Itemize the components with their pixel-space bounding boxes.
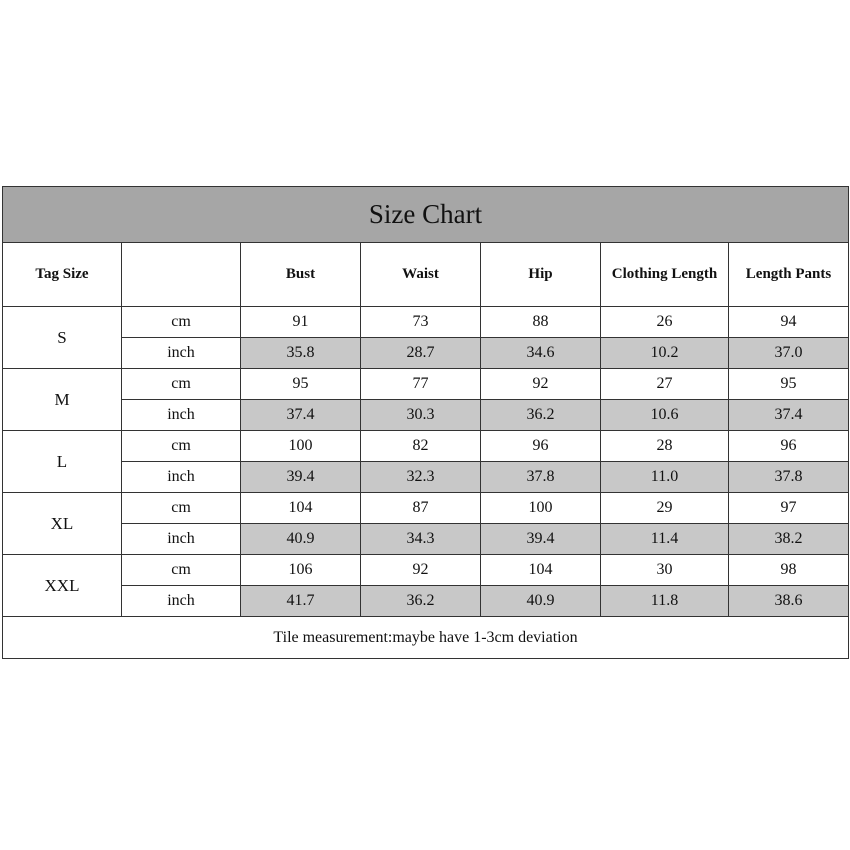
length-pants-value: 97 bbox=[729, 493, 849, 524]
size-label: L bbox=[3, 431, 122, 493]
size-row-inch bbox=[3, 400, 849, 431]
footer-row bbox=[3, 617, 849, 659]
length-pants-value: 37.8 bbox=[729, 462, 849, 493]
waist-value: 73 bbox=[361, 307, 481, 338]
size-row-cm bbox=[3, 431, 849, 462]
measurement-note: Tile measurement:maybe have 1-3cm deviation bbox=[3, 617, 849, 659]
hip-value: 40.9 bbox=[481, 586, 601, 617]
size-row-cm bbox=[3, 555, 849, 586]
bust-value: 37.4 bbox=[241, 400, 361, 431]
size-label: XL bbox=[3, 493, 122, 555]
waist-value: 32.3 bbox=[361, 462, 481, 493]
size-row-inch bbox=[3, 524, 849, 555]
size-label: XXL bbox=[3, 555, 122, 617]
size-label: S bbox=[3, 307, 122, 369]
unit-label: cm bbox=[122, 493, 241, 524]
bust-value: 35.8 bbox=[241, 338, 361, 369]
size-row-cm bbox=[3, 369, 849, 400]
hip-value: 92 bbox=[481, 369, 601, 400]
clothing-length-value: 10.2 bbox=[601, 338, 729, 369]
size-label: M bbox=[3, 369, 122, 431]
clothing-length-value: 10.6 bbox=[601, 400, 729, 431]
clothing-length-value: 26 bbox=[601, 307, 729, 338]
unit-label: cm bbox=[122, 369, 241, 400]
clothing-length-value: 30 bbox=[601, 555, 729, 586]
hip-value: 96 bbox=[481, 431, 601, 462]
length-pants-value: 37.4 bbox=[729, 400, 849, 431]
hip-value: 104 bbox=[481, 555, 601, 586]
hip-value: 36.2 bbox=[481, 400, 601, 431]
waist-value: 82 bbox=[361, 431, 481, 462]
hip-value: 34.6 bbox=[481, 338, 601, 369]
chart-title: Size Chart bbox=[3, 187, 849, 243]
unit-label: inch bbox=[122, 400, 241, 431]
bust-value: 104 bbox=[241, 493, 361, 524]
unit-label: cm bbox=[122, 555, 241, 586]
waist-value: 87 bbox=[361, 493, 481, 524]
hip-value: 88 bbox=[481, 307, 601, 338]
unit-label: cm bbox=[122, 307, 241, 338]
header-bust: Bust bbox=[241, 243, 361, 307]
waist-value: 30.3 bbox=[361, 400, 481, 431]
title-row bbox=[3, 187, 849, 243]
hip-value: 37.8 bbox=[481, 462, 601, 493]
header-waist: Waist bbox=[361, 243, 481, 307]
length-pants-value: 38.6 bbox=[729, 586, 849, 617]
bust-value: 91 bbox=[241, 307, 361, 338]
length-pants-value: 95 bbox=[729, 369, 849, 400]
size-row-cm bbox=[3, 493, 849, 524]
unit-label: inch bbox=[122, 524, 241, 555]
bust-value: 40.9 bbox=[241, 524, 361, 555]
clothing-length-value: 11.4 bbox=[601, 524, 729, 555]
size-chart-table bbox=[2, 186, 849, 659]
unit-label: inch bbox=[122, 338, 241, 369]
clothing-length-value: 11.0 bbox=[601, 462, 729, 493]
unit-label: inch bbox=[122, 462, 241, 493]
size-row-cm bbox=[3, 307, 849, 338]
header-tag-size: Tag Size bbox=[3, 243, 122, 307]
waist-value: 92 bbox=[361, 555, 481, 586]
size-row-inch bbox=[3, 586, 849, 617]
header-length-pants: Length Pants bbox=[729, 243, 849, 307]
length-pants-value: 96 bbox=[729, 431, 849, 462]
clothing-length-value: 11.8 bbox=[601, 586, 729, 617]
header-clothing-length: Clothing Length bbox=[601, 243, 729, 307]
clothing-length-value: 29 bbox=[601, 493, 729, 524]
clothing-length-value: 28 bbox=[601, 431, 729, 462]
bust-value: 39.4 bbox=[241, 462, 361, 493]
header-hip: Hip bbox=[481, 243, 601, 307]
bust-value: 95 bbox=[241, 369, 361, 400]
clothing-length-value: 27 bbox=[601, 369, 729, 400]
waist-value: 36.2 bbox=[361, 586, 481, 617]
unit-label: cm bbox=[122, 431, 241, 462]
waist-value: 34.3 bbox=[361, 524, 481, 555]
bust-value: 106 bbox=[241, 555, 361, 586]
length-pants-value: 37.0 bbox=[729, 338, 849, 369]
waist-value: 28.7 bbox=[361, 338, 481, 369]
size-row-inch bbox=[3, 462, 849, 493]
header-unit bbox=[122, 243, 241, 307]
bust-value: 41.7 bbox=[241, 586, 361, 617]
header-row bbox=[3, 243, 849, 307]
size-row-inch bbox=[3, 338, 849, 369]
bust-value: 100 bbox=[241, 431, 361, 462]
length-pants-value: 98 bbox=[729, 555, 849, 586]
hip-value: 39.4 bbox=[481, 524, 601, 555]
length-pants-value: 94 bbox=[729, 307, 849, 338]
length-pants-value: 38.2 bbox=[729, 524, 849, 555]
waist-value: 77 bbox=[361, 369, 481, 400]
unit-label: inch bbox=[122, 586, 241, 617]
hip-value: 100 bbox=[481, 493, 601, 524]
